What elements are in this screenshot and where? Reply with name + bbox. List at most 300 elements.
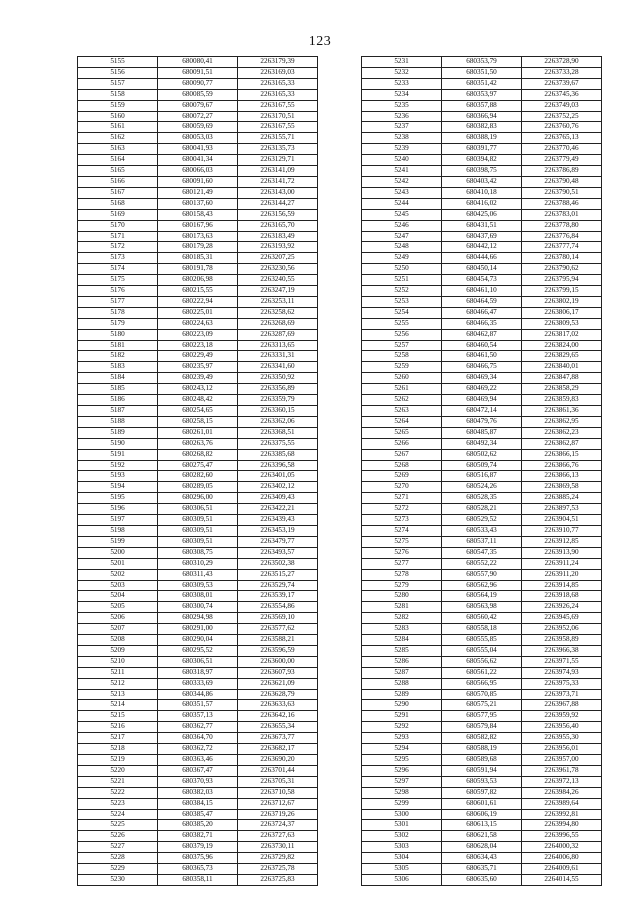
y-coordinate-cell: 2263958,89 — [522, 635, 602, 646]
table-row — [78, 591, 318, 602]
point-number-cell: 5232 — [362, 67, 442, 78]
y-coordinate-cell: 2263918,68 — [522, 591, 602, 602]
point-number-cell: 5226 — [78, 831, 158, 842]
point-number-cell: 5224 — [78, 809, 158, 820]
point-number-cell: 5209 — [78, 645, 158, 656]
x-coordinate-cell: 680472,14 — [442, 406, 522, 417]
x-coordinate-cell: 680628,04 — [442, 842, 522, 853]
point-number-cell: 5299 — [362, 798, 442, 809]
y-coordinate-cell: 2263170,51 — [238, 111, 318, 122]
x-coordinate-cell: 680085,59 — [158, 89, 238, 100]
y-coordinate-cell: 2263502,38 — [238, 558, 318, 569]
point-number-cell: 5223 — [78, 798, 158, 809]
y-coordinate-cell: 2263135,73 — [238, 144, 318, 155]
y-coordinate-cell: 2263733,28 — [522, 67, 602, 78]
table-row — [362, 536, 602, 547]
point-number-cell: 5214 — [78, 700, 158, 711]
y-coordinate-cell: 2263897,53 — [522, 504, 602, 515]
y-coordinate-cell: 2263596,59 — [238, 645, 318, 656]
x-coordinate-cell: 680229,49 — [158, 351, 238, 362]
y-coordinate-cell: 2263341,60 — [238, 362, 318, 373]
x-coordinate-cell: 680223,09 — [158, 329, 238, 340]
point-number-cell: 5206 — [78, 613, 158, 624]
x-coordinate-cell: 680295,52 — [158, 645, 238, 656]
y-coordinate-cell: 2263577,62 — [238, 624, 318, 635]
table-row — [78, 318, 318, 329]
point-number-cell: 5161 — [78, 122, 158, 133]
table-row — [78, 656, 318, 667]
y-coordinate-cell: 2263858,29 — [522, 384, 602, 395]
y-coordinate-cell: 2263673,77 — [238, 733, 318, 744]
x-coordinate-cell: 680466,35 — [442, 318, 522, 329]
y-coordinate-cell: 2263966,38 — [522, 645, 602, 656]
point-number-cell: 5213 — [78, 689, 158, 700]
x-coordinate-cell: 680351,50 — [442, 67, 522, 78]
table-row — [78, 67, 318, 78]
y-coordinate-cell: 2263967,88 — [522, 700, 602, 711]
x-coordinate-cell: 680275,47 — [158, 460, 238, 471]
point-number-cell: 5203 — [78, 580, 158, 591]
y-coordinate-cell: 2263778,80 — [522, 220, 602, 231]
table-row — [78, 253, 318, 264]
table-row — [78, 678, 318, 689]
x-coordinate-cell: 680059,69 — [158, 122, 238, 133]
y-coordinate-cell: 2264006,80 — [522, 853, 602, 864]
y-coordinate-cell: 2263628,79 — [238, 689, 318, 700]
point-number-cell: 5258 — [362, 351, 442, 362]
x-coordinate-cell: 680263,76 — [158, 438, 238, 449]
y-coordinate-cell: 2263621,09 — [238, 678, 318, 689]
table-row — [78, 406, 318, 417]
y-coordinate-cell: 2263765,13 — [522, 133, 602, 144]
point-number-cell: 5268 — [362, 460, 442, 471]
x-coordinate-cell: 680469,94 — [442, 395, 522, 406]
x-coordinate-cell: 680254,65 — [158, 406, 238, 417]
point-number-cell: 5215 — [78, 711, 158, 722]
x-coordinate-cell: 680224,63 — [158, 318, 238, 329]
table-row — [362, 231, 602, 242]
point-number-cell: 5187 — [78, 406, 158, 417]
table-row — [362, 100, 602, 111]
point-number-cell: 5248 — [362, 242, 442, 253]
y-coordinate-cell: 2263829,65 — [522, 351, 602, 362]
table-row — [78, 395, 318, 406]
point-number-cell: 5227 — [78, 842, 158, 853]
table-row — [78, 155, 318, 166]
x-coordinate-cell: 680454,73 — [442, 275, 522, 286]
point-number-cell: 5301 — [362, 820, 442, 831]
y-coordinate-cell: 2263749,03 — [522, 100, 602, 111]
point-number-cell: 5287 — [362, 667, 442, 678]
coordinates-table-left-body — [78, 57, 318, 886]
x-coordinate-cell: 680290,04 — [158, 635, 238, 646]
y-coordinate-cell: 2263155,71 — [238, 133, 318, 144]
x-coordinate-cell: 680306,51 — [158, 656, 238, 667]
y-coordinate-cell: 2263809,53 — [522, 318, 602, 329]
table-row — [362, 67, 602, 78]
y-coordinate-cell: 2263945,69 — [522, 613, 602, 624]
x-coordinate-cell: 680528,35 — [442, 493, 522, 504]
table-row — [362, 765, 602, 776]
point-number-cell: 5274 — [362, 525, 442, 536]
point-number-cell: 5200 — [78, 547, 158, 558]
point-number-cell: 5259 — [362, 362, 442, 373]
x-coordinate-cell: 680403,42 — [442, 176, 522, 187]
y-coordinate-cell: 2263788,46 — [522, 198, 602, 209]
x-coordinate-cell: 680570,85 — [442, 689, 522, 700]
table-row — [78, 307, 318, 318]
y-coordinate-cell: 2263422,21 — [238, 504, 318, 515]
table-row — [78, 853, 318, 864]
table-row — [362, 198, 602, 209]
x-coordinate-cell: 680309,53 — [158, 580, 238, 591]
table-row — [78, 57, 318, 68]
table-row — [78, 744, 318, 755]
point-number-cell: 5191 — [78, 449, 158, 460]
x-coordinate-cell: 680537,11 — [442, 536, 522, 547]
y-coordinate-cell: 2263926,24 — [522, 602, 602, 613]
point-number-cell: 5233 — [362, 78, 442, 89]
table-row — [362, 187, 602, 198]
y-coordinate-cell: 2263402,12 — [238, 482, 318, 493]
y-coordinate-cell: 2263862,95 — [522, 416, 602, 427]
y-coordinate-cell: 2263790,62 — [522, 264, 602, 275]
table-row — [78, 787, 318, 798]
x-coordinate-cell: 680041,93 — [158, 144, 238, 155]
table-row — [78, 471, 318, 482]
point-number-cell: 5170 — [78, 220, 158, 231]
point-number-cell: 5216 — [78, 722, 158, 733]
point-number-cell: 5292 — [362, 722, 442, 733]
point-number-cell: 5260 — [362, 373, 442, 384]
table-row — [362, 166, 602, 177]
y-coordinate-cell: 2263777,74 — [522, 242, 602, 253]
table-row — [78, 798, 318, 809]
table-row — [78, 547, 318, 558]
point-number-cell: 5305 — [362, 864, 442, 875]
table-row — [78, 482, 318, 493]
x-coordinate-cell: 680382,83 — [442, 122, 522, 133]
x-coordinate-cell: 680091,60 — [158, 176, 238, 187]
y-coordinate-cell: 2263869,58 — [522, 482, 602, 493]
y-coordinate-cell: 2263141,09 — [238, 166, 318, 177]
table-row — [78, 689, 318, 700]
y-coordinate-cell: 2263396,58 — [238, 460, 318, 471]
x-coordinate-cell: 680558,18 — [442, 624, 522, 635]
point-number-cell: 5236 — [362, 111, 442, 122]
point-number-cell: 5171 — [78, 231, 158, 242]
table-row — [362, 635, 602, 646]
y-coordinate-cell: 2263479,77 — [238, 536, 318, 547]
table-row — [362, 613, 602, 624]
point-number-cell: 5303 — [362, 842, 442, 853]
table-row — [78, 765, 318, 776]
table-row — [362, 449, 602, 460]
table-row — [78, 427, 318, 438]
x-coordinate-cell: 680223,18 — [158, 340, 238, 351]
x-coordinate-cell: 680309,51 — [158, 525, 238, 536]
y-coordinate-cell: 2263143,00 — [238, 187, 318, 198]
x-coordinate-cell: 680311,43 — [158, 569, 238, 580]
point-number-cell: 5195 — [78, 493, 158, 504]
x-coordinate-cell: 680243,12 — [158, 384, 238, 395]
x-coordinate-cell: 680425,06 — [442, 209, 522, 220]
y-coordinate-cell: 2263569,10 — [238, 613, 318, 624]
table-row — [78, 831, 318, 842]
point-number-cell: 5166 — [78, 176, 158, 187]
x-coordinate-cell: 680516,87 — [442, 471, 522, 482]
y-coordinate-cell: 2263973,71 — [522, 689, 602, 700]
y-coordinate-cell: 2263129,71 — [238, 155, 318, 166]
point-number-cell: 5231 — [362, 57, 442, 68]
table-row — [362, 57, 602, 68]
x-coordinate-cell: 680556,62 — [442, 656, 522, 667]
table-row — [362, 874, 602, 885]
x-coordinate-cell: 680357,13 — [158, 711, 238, 722]
point-number-cell: 5180 — [78, 329, 158, 340]
point-number-cell: 5264 — [362, 416, 442, 427]
table-row — [362, 591, 602, 602]
table-row — [78, 329, 318, 340]
y-coordinate-cell: 2263752,25 — [522, 111, 602, 122]
table-row — [362, 155, 602, 166]
table-row — [362, 286, 602, 297]
table-row — [78, 198, 318, 209]
y-coordinate-cell: 2263600,00 — [238, 656, 318, 667]
y-coordinate-cell: 2263359,79 — [238, 395, 318, 406]
y-coordinate-cell: 2263859,83 — [522, 395, 602, 406]
point-number-cell: 5186 — [78, 395, 158, 406]
y-coordinate-cell: 2263971,55 — [522, 656, 602, 667]
point-number-cell: 5156 — [78, 67, 158, 78]
x-coordinate-cell: 680248,42 — [158, 395, 238, 406]
y-coordinate-cell: 2263866,76 — [522, 460, 602, 471]
x-coordinate-cell: 680090,77 — [158, 78, 238, 89]
table-row — [362, 711, 602, 722]
point-number-cell: 5300 — [362, 809, 442, 820]
point-number-cell: 5289 — [362, 689, 442, 700]
x-coordinate-cell: 680289,05 — [158, 482, 238, 493]
x-coordinate-cell: 680462,87 — [442, 329, 522, 340]
table-row — [78, 100, 318, 111]
x-coordinate-cell: 680524,26 — [442, 482, 522, 493]
point-number-cell: 5198 — [78, 525, 158, 536]
table-row — [362, 624, 602, 635]
point-number-cell: 5297 — [362, 776, 442, 787]
coordinates-table-right — [361, 56, 602, 886]
point-number-cell: 5160 — [78, 111, 158, 122]
y-coordinate-cell: 2263904,51 — [522, 515, 602, 526]
y-coordinate-cell: 2263911,24 — [522, 558, 602, 569]
x-coordinate-cell: 680557,90 — [442, 569, 522, 580]
x-coordinate-cell: 680258,15 — [158, 416, 238, 427]
table-row — [362, 776, 602, 787]
point-number-cell: 5291 — [362, 711, 442, 722]
point-number-cell: 5178 — [78, 307, 158, 318]
y-coordinate-cell: 2263952,06 — [522, 624, 602, 635]
table-row — [362, 733, 602, 744]
table-row — [78, 351, 318, 362]
y-coordinate-cell: 2263730,11 — [238, 842, 318, 853]
y-coordinate-cell: 2263539,17 — [238, 591, 318, 602]
x-coordinate-cell: 680466,47 — [442, 307, 522, 318]
y-coordinate-cell: 2263385,68 — [238, 449, 318, 460]
table-row — [362, 242, 602, 253]
table-row — [362, 264, 602, 275]
x-coordinate-cell: 680552,22 — [442, 558, 522, 569]
table-row — [78, 624, 318, 635]
x-coordinate-cell: 680296,00 — [158, 493, 238, 504]
x-coordinate-cell: 680385,47 — [158, 809, 238, 820]
table-row — [362, 253, 602, 264]
x-coordinate-cell: 680308,75 — [158, 547, 238, 558]
point-number-cell: 5272 — [362, 504, 442, 515]
table-row — [362, 525, 602, 536]
point-number-cell: 5173 — [78, 253, 158, 264]
point-number-cell: 5192 — [78, 460, 158, 471]
y-coordinate-cell: 2263910,77 — [522, 525, 602, 536]
x-coordinate-cell: 680391,77 — [442, 144, 522, 155]
y-coordinate-cell: 2263959,92 — [522, 711, 602, 722]
point-number-cell: 5219 — [78, 755, 158, 766]
y-coordinate-cell: 2263439,43 — [238, 515, 318, 526]
point-number-cell: 5293 — [362, 733, 442, 744]
y-coordinate-cell: 2264000,32 — [522, 842, 602, 853]
table-row — [362, 427, 602, 438]
x-coordinate-cell: 680597,82 — [442, 787, 522, 798]
table-row — [78, 438, 318, 449]
y-coordinate-cell: 2263230,56 — [238, 264, 318, 275]
point-number-cell: 5217 — [78, 733, 158, 744]
x-coordinate-cell: 680566,95 — [442, 678, 522, 689]
x-coordinate-cell: 680282,60 — [158, 471, 238, 482]
point-number-cell: 5270 — [362, 482, 442, 493]
table-row — [362, 482, 602, 493]
table-row — [78, 166, 318, 177]
table-row — [362, 678, 602, 689]
point-number-cell: 5194 — [78, 482, 158, 493]
y-coordinate-cell: 2263156,59 — [238, 209, 318, 220]
x-coordinate-cell: 680167,96 — [158, 220, 238, 231]
point-number-cell: 5262 — [362, 395, 442, 406]
point-number-cell: 5235 — [362, 100, 442, 111]
point-number-cell: 5155 — [78, 57, 158, 68]
point-number-cell: 5208 — [78, 635, 158, 646]
table-row — [362, 667, 602, 678]
x-coordinate-cell: 680367,47 — [158, 765, 238, 776]
x-coordinate-cell: 680410,18 — [442, 187, 522, 198]
table-row — [78, 525, 318, 536]
y-coordinate-cell: 2263994,80 — [522, 820, 602, 831]
y-coordinate-cell: 2263817,02 — [522, 329, 602, 340]
point-number-cell: 5298 — [362, 787, 442, 798]
y-coordinate-cell: 2263957,00 — [522, 755, 602, 766]
table-row — [362, 569, 602, 580]
table-row — [362, 547, 602, 558]
x-coordinate-cell: 680466,75 — [442, 362, 522, 373]
y-coordinate-cell: 2263287,69 — [238, 329, 318, 340]
point-number-cell: 5261 — [362, 384, 442, 395]
point-number-cell: 5210 — [78, 656, 158, 667]
x-coordinate-cell: 680485,87 — [442, 427, 522, 438]
table-row — [78, 460, 318, 471]
x-coordinate-cell: 680464,59 — [442, 296, 522, 307]
table-row — [78, 809, 318, 820]
y-coordinate-cell: 2263362,06 — [238, 416, 318, 427]
point-number-cell: 5275 — [362, 536, 442, 547]
point-number-cell: 5265 — [362, 427, 442, 438]
point-number-cell: 5167 — [78, 187, 158, 198]
y-coordinate-cell: 2263453,19 — [238, 525, 318, 536]
table-row — [78, 122, 318, 133]
table-row — [362, 133, 602, 144]
point-number-cell: 5290 — [362, 700, 442, 711]
x-coordinate-cell: 680385,20 — [158, 820, 238, 831]
x-coordinate-cell: 680318,97 — [158, 667, 238, 678]
y-coordinate-cell: 2263961,78 — [522, 765, 602, 776]
x-coordinate-cell: 680588,19 — [442, 744, 522, 755]
x-coordinate-cell: 680479,76 — [442, 416, 522, 427]
table-row — [362, 700, 602, 711]
x-coordinate-cell: 680333,69 — [158, 678, 238, 689]
table-row — [362, 744, 602, 755]
table-row — [78, 362, 318, 373]
point-number-cell: 5175 — [78, 275, 158, 286]
y-coordinate-cell: 2263780,14 — [522, 253, 602, 264]
table-row — [362, 787, 602, 798]
point-number-cell: 5282 — [362, 613, 442, 624]
y-coordinate-cell: 2263996,55 — [522, 831, 602, 842]
x-coordinate-cell: 680309,51 — [158, 515, 238, 526]
table-row — [362, 340, 602, 351]
y-coordinate-cell: 2263375,55 — [238, 438, 318, 449]
y-coordinate-cell: 2263247,19 — [238, 286, 318, 297]
x-coordinate-cell: 680579,84 — [442, 722, 522, 733]
y-coordinate-cell: 2263911,20 — [522, 569, 602, 580]
y-coordinate-cell: 2263167,55 — [238, 122, 318, 133]
y-coordinate-cell: 2263642,16 — [238, 711, 318, 722]
point-number-cell: 5263 — [362, 406, 442, 417]
table-row — [362, 89, 602, 100]
point-number-cell: 5181 — [78, 340, 158, 351]
x-coordinate-cell: 680561,22 — [442, 667, 522, 678]
y-coordinate-cell: 2263975,33 — [522, 678, 602, 689]
point-number-cell: 5254 — [362, 307, 442, 318]
point-number-cell: 5253 — [362, 296, 442, 307]
y-coordinate-cell: 2263799,15 — [522, 286, 602, 297]
table-row — [362, 645, 602, 656]
table-row — [78, 580, 318, 591]
y-coordinate-cell: 2263862,87 — [522, 438, 602, 449]
y-coordinate-cell: 2263739,67 — [522, 78, 602, 89]
x-coordinate-cell: 680308,01 — [158, 591, 238, 602]
y-coordinate-cell: 2263710,58 — [238, 787, 318, 798]
table-row — [78, 264, 318, 275]
x-coordinate-cell: 680577,95 — [442, 711, 522, 722]
y-coordinate-cell: 2263356,89 — [238, 384, 318, 395]
y-coordinate-cell: 2263790,51 — [522, 187, 602, 198]
y-coordinate-cell: 2263913,90 — [522, 547, 602, 558]
point-number-cell: 5205 — [78, 602, 158, 613]
x-coordinate-cell: 680394,82 — [442, 155, 522, 166]
table-row — [78, 700, 318, 711]
point-number-cell: 5177 — [78, 296, 158, 307]
x-coordinate-cell: 680079,67 — [158, 100, 238, 111]
y-coordinate-cell: 2263701,44 — [238, 765, 318, 776]
table-row — [78, 722, 318, 733]
x-coordinate-cell: 680563,98 — [442, 602, 522, 613]
point-number-cell: 5294 — [362, 744, 442, 755]
